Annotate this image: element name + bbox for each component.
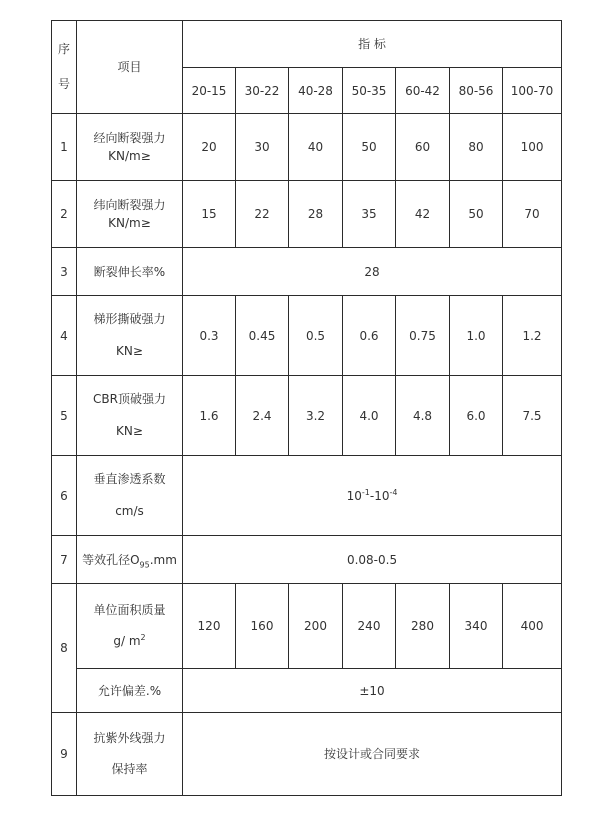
value-cell: 50 bbox=[343, 114, 396, 181]
value-exp2: -4 bbox=[389, 487, 398, 497]
row-item bbox=[77, 114, 183, 181]
value-cell: 0.75 bbox=[396, 296, 450, 376]
value-cell: 240 bbox=[343, 584, 396, 669]
value-cell: 6.0 bbox=[450, 376, 503, 456]
value-cell: 42 bbox=[396, 181, 450, 248]
spec-col: 80-56 bbox=[450, 68, 503, 114]
table-row bbox=[52, 584, 562, 669]
value-cell: 4.0 bbox=[343, 376, 396, 456]
item-line2: KN≥ bbox=[116, 343, 143, 358]
item-tail: .mm bbox=[149, 552, 177, 567]
value-cell: 0.3 bbox=[183, 296, 236, 376]
header-seq-line2: 号 bbox=[57, 77, 70, 91]
item-line2: KN/m≥ bbox=[108, 216, 151, 230]
header-seq-line1: 序 bbox=[57, 42, 70, 57]
value-cell: 200 bbox=[289, 584, 343, 669]
value-cell: 28 bbox=[289, 181, 343, 248]
row-item: 断裂伸长率% bbox=[77, 248, 183, 296]
value-cell: 0.45 bbox=[236, 296, 289, 376]
item-line2: KN/m≥ bbox=[108, 149, 151, 163]
row-number: 9 bbox=[52, 713, 77, 796]
item-line2: cm/s bbox=[115, 503, 144, 518]
row-number: 8 bbox=[52, 584, 77, 713]
value-cell: 0.08-0.5 bbox=[183, 536, 562, 584]
value-cell: 22 bbox=[236, 181, 289, 248]
row-item bbox=[77, 536, 183, 584]
row-number: 4 bbox=[52, 296, 77, 376]
spec-col: 30-22 bbox=[236, 68, 289, 114]
tolerance-value: ±10 bbox=[183, 669, 562, 713]
header-index: 指 标 bbox=[183, 21, 562, 68]
item-line1: 垂直渗透系数 bbox=[93, 472, 166, 487]
row-item bbox=[77, 456, 183, 536]
item-line2: KN≥ bbox=[116, 423, 143, 438]
header-seq bbox=[52, 21, 77, 114]
value-cell: 40 bbox=[289, 114, 343, 181]
table-row bbox=[52, 536, 562, 584]
spec-col: 60-42 bbox=[396, 68, 450, 114]
item-line2: 保持率 bbox=[111, 762, 148, 776]
value-cell: 按设计或合同要求 bbox=[183, 713, 562, 796]
table-row bbox=[52, 376, 562, 456]
value-base1: 10 bbox=[346, 488, 362, 503]
spec-table bbox=[51, 20, 562, 796]
item-line1: 梯形撕破强力 bbox=[93, 312, 166, 327]
value-cell: 160 bbox=[236, 584, 289, 669]
tolerance-label: 允许偏差.% bbox=[77, 669, 183, 713]
value-exp1: -1 bbox=[361, 487, 370, 497]
value-cell: 80 bbox=[450, 114, 503, 181]
item-line2-sup: 2 bbox=[140, 633, 146, 642]
header-item: 项目 bbox=[77, 21, 183, 114]
table-row bbox=[52, 713, 562, 796]
row-number: 2 bbox=[52, 181, 77, 248]
value-base2: 10 bbox=[374, 488, 390, 503]
value-cell: 30 bbox=[236, 114, 289, 181]
item-line1: 经向断裂强力 bbox=[93, 131, 166, 145]
value-cell: 50 bbox=[450, 181, 503, 248]
value-cell: 0.5 bbox=[289, 296, 343, 376]
row-item bbox=[77, 376, 183, 456]
spec-col: 50-35 bbox=[343, 68, 396, 114]
value-cell: 15 bbox=[183, 181, 236, 248]
value-cell: 3.2 bbox=[289, 376, 343, 456]
item-line1: 抗紫外线强力 bbox=[93, 730, 166, 745]
item-line1: 单位面积质量 bbox=[93, 602, 166, 617]
value-cell: 1.0 bbox=[450, 296, 503, 376]
item-line1: CBR顶破强力 bbox=[93, 392, 166, 407]
value-cell: 1.6 bbox=[183, 376, 236, 456]
value-cell: 340 bbox=[450, 584, 503, 669]
value-cell bbox=[183, 456, 562, 536]
item-line2-main: g/ m bbox=[113, 634, 141, 648]
value-sep: - bbox=[369, 488, 375, 503]
row-number: 1 bbox=[52, 114, 77, 181]
spec-col: 20-15 bbox=[183, 68, 236, 114]
spec-col: 100-70 bbox=[503, 68, 562, 114]
table-row bbox=[52, 248, 562, 296]
value-cell: 280 bbox=[396, 584, 450, 669]
value-cell: 120 bbox=[183, 584, 236, 669]
row-item bbox=[77, 181, 183, 248]
value-cell: 35 bbox=[343, 181, 396, 248]
table-row bbox=[52, 181, 562, 248]
value-cell: 1.2 bbox=[503, 296, 562, 376]
item-main: 等效孔径O bbox=[82, 552, 140, 567]
table-row bbox=[52, 669, 562, 713]
value-cell: 100 bbox=[503, 114, 562, 181]
value-cell: 400 bbox=[503, 584, 562, 669]
row-item bbox=[77, 713, 183, 796]
value-cell: 70 bbox=[503, 181, 562, 248]
item-line1: 纬向断裂强力 bbox=[93, 198, 166, 212]
value-cell: 20 bbox=[183, 114, 236, 181]
value-cell: 2.4 bbox=[236, 376, 289, 456]
value-cell: 60 bbox=[396, 114, 450, 181]
row-item bbox=[77, 296, 183, 376]
table-row bbox=[52, 114, 562, 181]
row-number: 6 bbox=[52, 456, 77, 536]
table-row bbox=[52, 296, 562, 376]
value-cell: 28 bbox=[183, 248, 562, 296]
row-number: 3 bbox=[52, 248, 77, 296]
table-row bbox=[52, 456, 562, 536]
row-number: 7 bbox=[52, 536, 77, 584]
value-cell: 7.5 bbox=[503, 376, 562, 456]
value-cell: 0.6 bbox=[343, 296, 396, 376]
item-sub: 95 bbox=[139, 559, 150, 569]
spec-col: 40-28 bbox=[289, 68, 343, 114]
row-item bbox=[77, 584, 183, 669]
value-cell: 4.8 bbox=[396, 376, 450, 456]
row-number: 5 bbox=[52, 376, 77, 456]
